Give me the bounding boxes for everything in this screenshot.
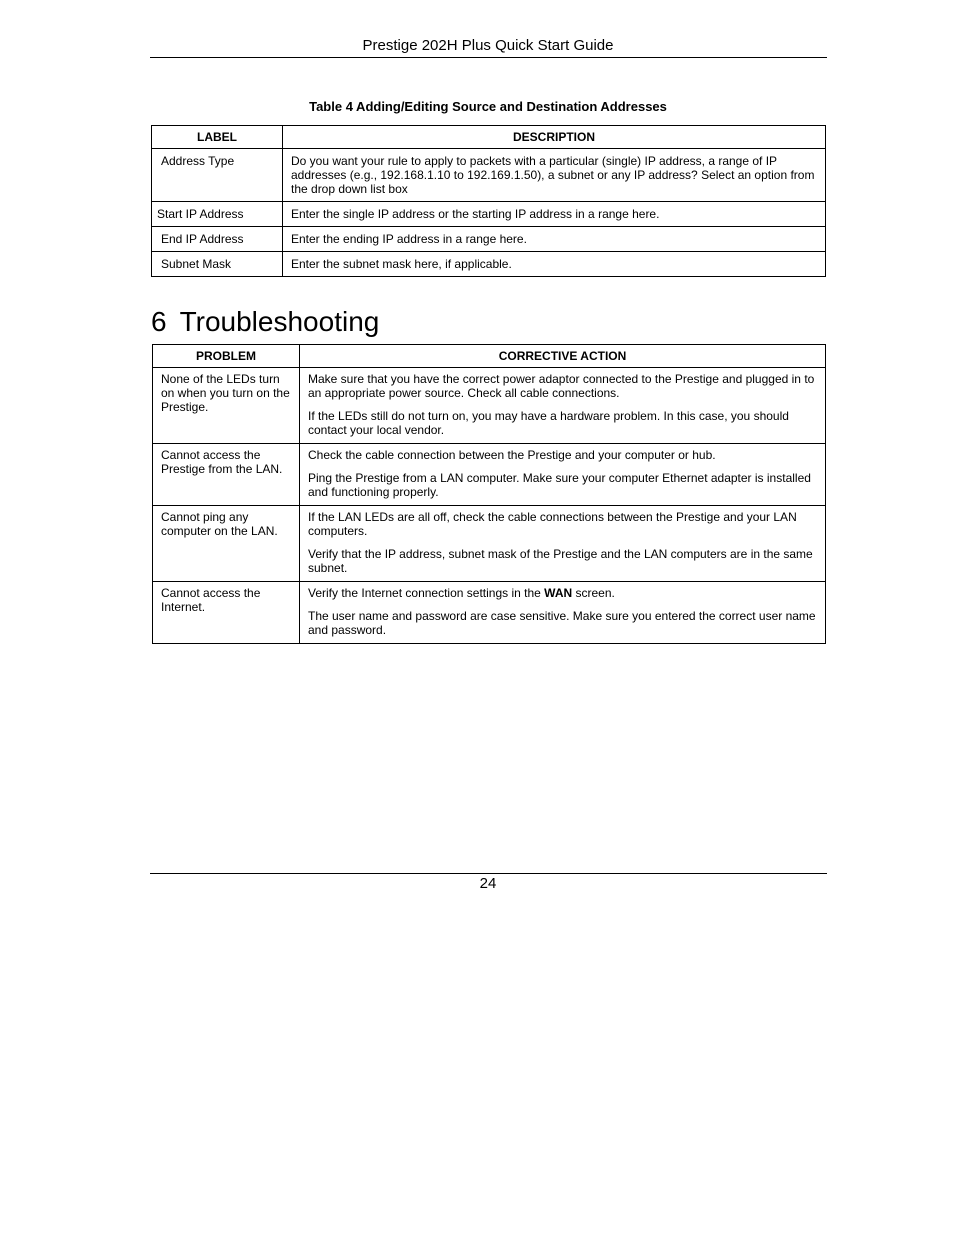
corrective-action-cell [300,444,826,506]
table-row [152,227,826,252]
table-row [153,506,826,582]
table-row [152,252,826,277]
action-paragraph: If the LEDs still do not turn on, you may have a hardware problem. In this case, you should contact your local vendor. [308,409,789,437]
page-number: 24 [479,875,497,892]
section-number: 6 [151,306,167,337]
action-paragraph: Check the cable connection between the Prestige and your computer or hub. [308,448,716,462]
address-table [151,125,826,277]
column-header-label: LABEL [152,126,283,149]
table-header-row [153,345,826,368]
corrective-action-cell [300,368,826,444]
row-description: Enter the subnet mask here, if applicable. [283,252,826,277]
action-paragraph: Make sure that you have the correct power adaptor connected to the Prestige and plugged in to an appropriate power source. Check all cable connections. [308,372,815,400]
problem-cell: Cannot access the Internet. [153,582,300,644]
row-description: Enter the single IP address or the starting IP address in a range here. [283,202,826,227]
row-label: Address Type [152,149,283,202]
action-paragraph [308,586,817,600]
footer-divider [150,873,827,874]
action-paragraph: Verify that the IP address, subnet mask of the Prestige and the LAN computers are in the same subnet. [308,547,813,575]
column-header-corrective-action: CORRECTIVE ACTION [300,345,826,368]
row-label: Subnet Mask [152,252,283,277]
section-heading [151,304,379,340]
row-label: End IP Address [152,227,283,252]
row-description: Do you want your rule to apply to packets with a particular (single) IP address, a range of IP addresses (e.g., 192.168.1.10 to 192.169.1.50), a subnet or any IP address? Select an option from the drop down list box [283,149,826,202]
action-text: Verify the Internet connection settings in the [308,586,545,600]
action-paragraph: Ping the Prestige from a LAN computer. Make sure your computer Ethernet adapter is installed and functioning properly. [308,471,811,499]
table-row [153,368,826,444]
corrective-action-cell [300,506,826,582]
action-text: screen. [572,586,615,600]
action-paragraph: The user name and password are case sensitive. Make sure you entered the correct user name and password. [308,609,816,637]
table-caption: Table 4 Adding/Editing Source and Destination Addresses [309,99,667,114]
table-row [153,582,826,644]
problem-cell: Cannot access the Prestige from the LAN. [153,444,300,506]
problem-cell: Cannot ping any computer on the LAN. [153,506,300,582]
table-row [152,149,826,202]
action-paragraph: If the LAN LEDs are all off, check the cable connections between the Prestige and your LAN computers. [308,510,797,538]
row-description: Enter the ending IP address in a range here. [283,227,826,252]
corrective-action-cell [300,582,826,644]
table-row [152,202,826,227]
table-header-row [152,126,826,149]
row-label: Start IP Address [152,202,283,227]
header-divider [150,57,827,58]
column-header-problem: PROBLEM [153,345,300,368]
running-header: Prestige 202H Plus Quick Start Guide [362,37,614,54]
wan-screen-name: WAN [544,586,573,600]
problem-cell: None of the LEDs turn on when you turn on the Prestige. [153,368,300,444]
table-row [153,444,826,506]
section-title: Troubleshooting [179,306,380,337]
troubleshooting-table [152,344,826,644]
column-header-description: DESCRIPTION [283,126,826,149]
